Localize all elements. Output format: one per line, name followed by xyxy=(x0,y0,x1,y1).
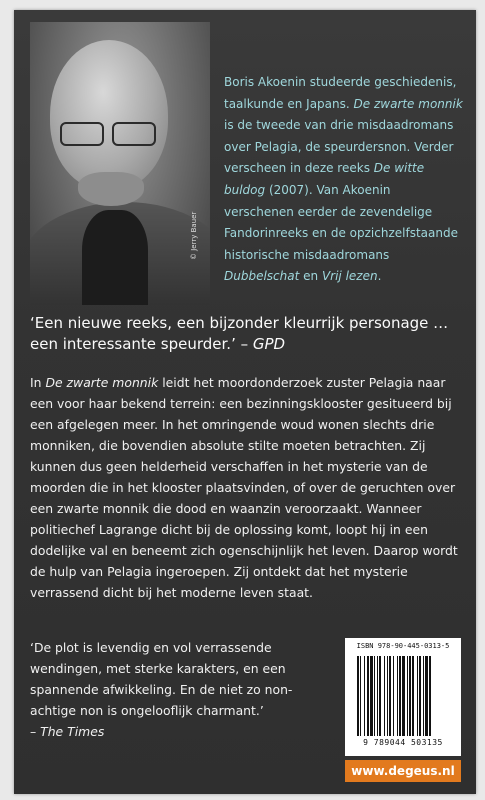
book-title: De zwarte monnik xyxy=(45,375,159,390)
book-title: De witte buldog xyxy=(224,161,425,197)
book-blurb: In De zwarte monnik leidt het moordonderzoek zuster Pelagia naar een voor haar bekend terrein: een bezinningsklooster gesitueerd bij een afgelegen meer. In het omringende woud wonen slechts drie monniken, die bovendien absolute stilte moeten betrachten. Zij kunnen dus geen helderheid verschaffen in het mysterie van de moorden die in het klooster plaatsvinden, of over de geruchten over een zwarte monnik die dood en waanzin veroorzaakt. Wanneer politiechef Lagrange dicht bij de oplossing komt, loopt hij in een dodelijke val en beneemt zich ogenschijnlijk het leven. Daarop wordt de hulp van Pelagia ingeroepen. Zij ontdekt dat het mysterie verrassend dicht bij het moderne leven staat. xyxy=(30,375,458,600)
isbn-number: ISBN 978-90-445-0313-5 xyxy=(356,642,450,650)
photo-beard xyxy=(78,172,144,206)
publisher-url[interactable]: www.degeus.nl xyxy=(345,760,461,782)
quote-source: GPD xyxy=(252,335,286,353)
review-quote-times: ‘De plot is levendig en vol verrassende wendingen, met sterke karakters, en een spannende afwikkeling. En de niet zo non-achtige non is ongelooflijk charmant.’ – The Times xyxy=(30,640,293,739)
barcode-label xyxy=(345,638,461,756)
barcode-number: 9 789044 503135 xyxy=(363,738,443,747)
book-title: Dubbelschat xyxy=(224,269,300,284)
barcode-bars xyxy=(357,656,451,736)
book-title: De zwarte monnik xyxy=(353,96,463,111)
photo-shirt xyxy=(82,210,148,305)
author-bio: Boris Akoenin studeerde geschiedenis, taalkunde en Japans. De zwarte monnik is de tweede van drie misdaadromans over Pelagia, de speurdersnon. Verder verscheen in deze reeks De witte buldog (2007). Van Akoenin verschenen eerder de zevendelige Fandorinreeks en de opzichzelfstaande historische misdaadromans Dubbelschat en Vrij lezen. xyxy=(224,75,463,284)
book-back-cover xyxy=(14,10,476,794)
photo-head xyxy=(50,40,168,190)
review-quote-gpd: ‘Een nieuwe reeks, een bijzonder kleurrijk personage … een interessante speurder.’ – GPD xyxy=(30,314,449,353)
photo-glasses xyxy=(60,122,160,144)
book-title: Vrij lezen xyxy=(321,269,378,284)
photo-credit: © Jerry Bauer xyxy=(190,211,198,260)
quote-source: The Times xyxy=(40,724,105,739)
author-photo xyxy=(30,22,210,305)
